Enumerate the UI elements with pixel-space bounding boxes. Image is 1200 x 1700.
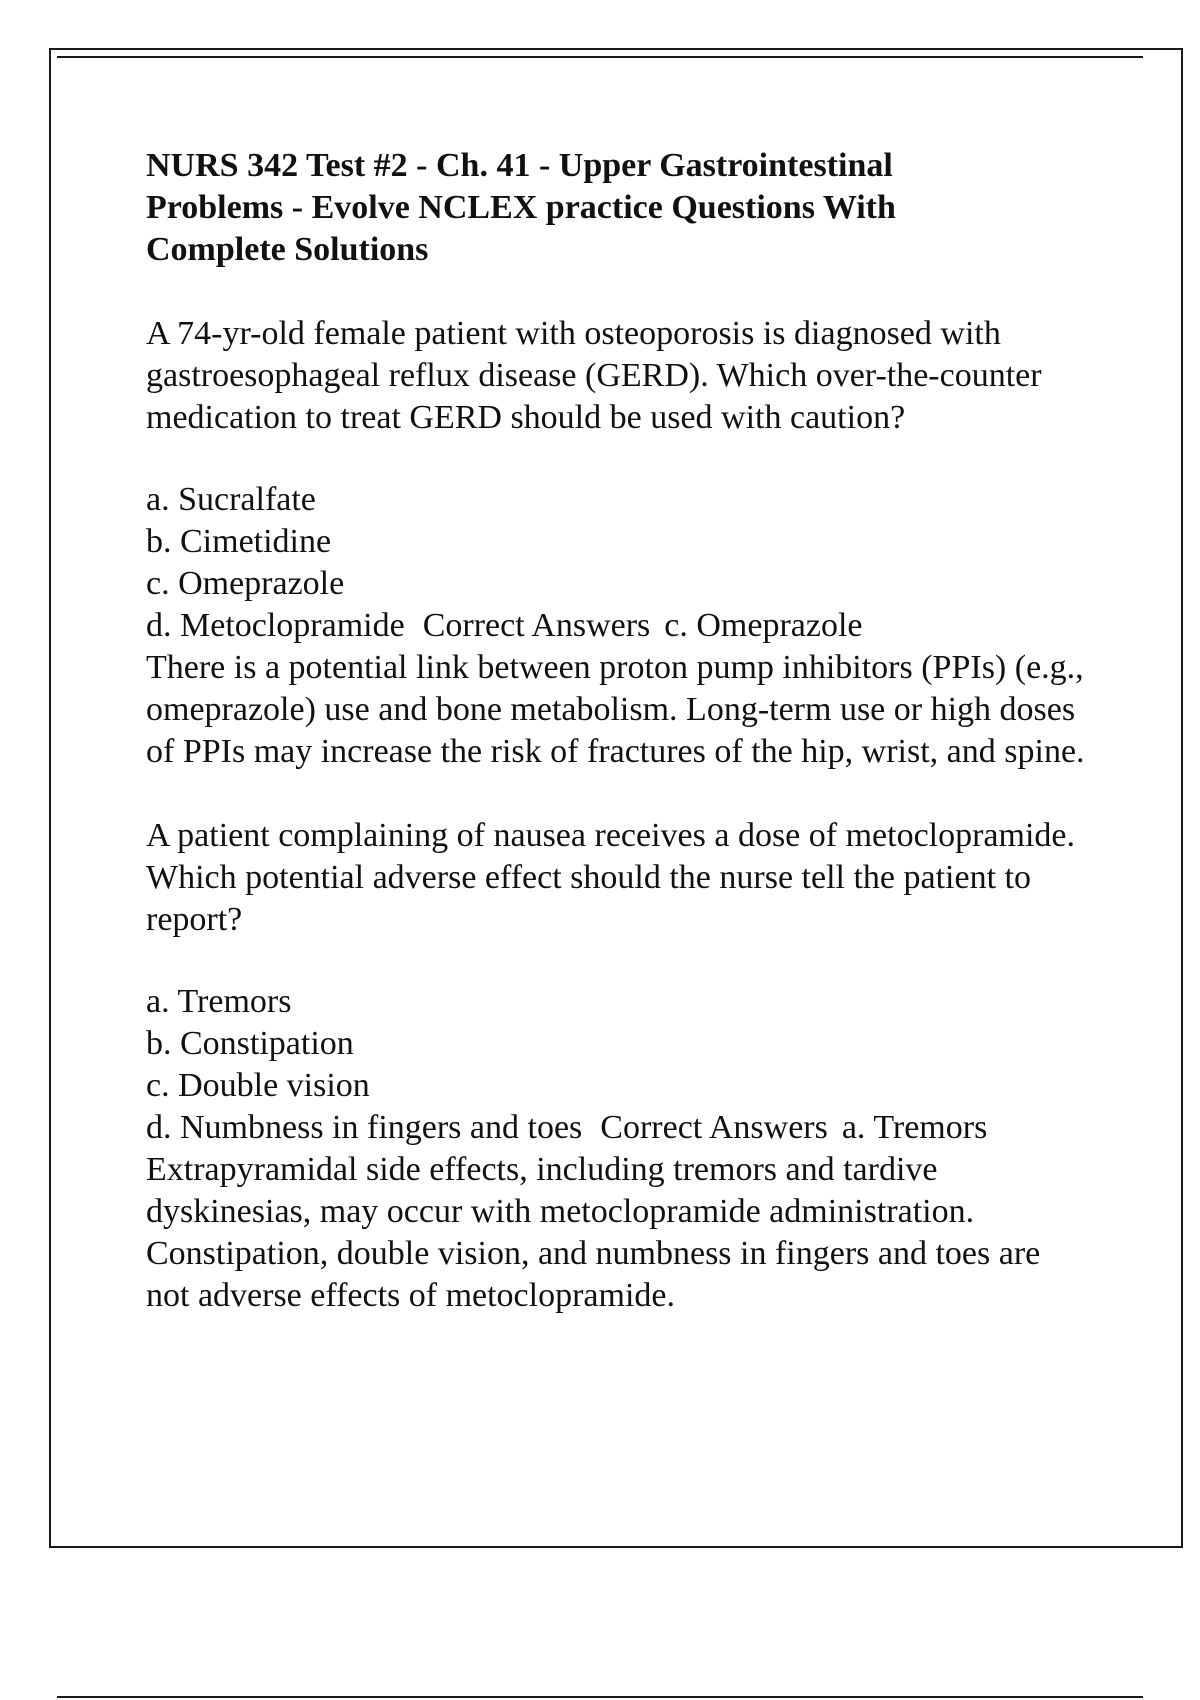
option-item: c. Omeprazole xyxy=(146,565,345,602)
correct-answer: a. Tremors xyxy=(841,1109,988,1146)
option-item: c. Double vision xyxy=(146,1067,370,1104)
option-item: a. Sucralfate xyxy=(146,481,316,518)
option-item: b. Cimetidine xyxy=(146,523,332,560)
option-item: b. Constipation xyxy=(146,1025,354,1062)
option-item-last xyxy=(146,605,1086,647)
question-stem: A 74-yr-old female patient with osteoporosis is diagnosed with gastroesophageal reflux disease (GERD). Which over-the-counter medication to treat GERD should be used with caution? xyxy=(146,315,1042,436)
correct-answers-label: Correct Answers xyxy=(600,1109,828,1146)
rationale: Extrapyramidal side effects, including tremors and tardive dyskinesias, may occur with metoclopramide administration. Constipation, double vision, and numbness in fingers and toes are not adverse effects of metoclopramide. xyxy=(146,1151,1041,1314)
correct-answers-label: Correct Answers xyxy=(422,607,651,644)
top-rule xyxy=(57,56,1143,58)
correct-answer: c. Omeprazole xyxy=(664,607,863,644)
option-item-last xyxy=(146,1107,1086,1149)
document-body xyxy=(146,145,1086,1317)
options-list xyxy=(146,981,1086,1149)
question-stem: A patient complaining of nausea receives a dose of metoclopramide. Which potential adverse effect should the nurse tell the patient to report? xyxy=(146,817,1076,938)
bottom-rule xyxy=(57,1696,1143,1698)
document-title: NURS 342 Test #2 - Ch. 41 - Upper Gastrointestinal Problems - Evolve NCLEX practice Questions With Complete Solutions xyxy=(146,147,896,268)
options-list xyxy=(146,479,1086,647)
question-block-1 xyxy=(146,313,1086,773)
option-text: d. Numbness in fingers and toes xyxy=(146,1109,583,1146)
question-block-2 xyxy=(146,815,1086,1317)
rationale: There is a potential link between proton pump inhibitors (PPIs) (e.g., omeprazole) use and bone metabolism. Long-term use or high doses of PPIs may increase the risk of fractures of the hip, wrist, and spine. xyxy=(146,649,1085,770)
option-text: d. Metoclopramide xyxy=(146,607,405,644)
option-item: a. Tremors xyxy=(146,983,292,1020)
